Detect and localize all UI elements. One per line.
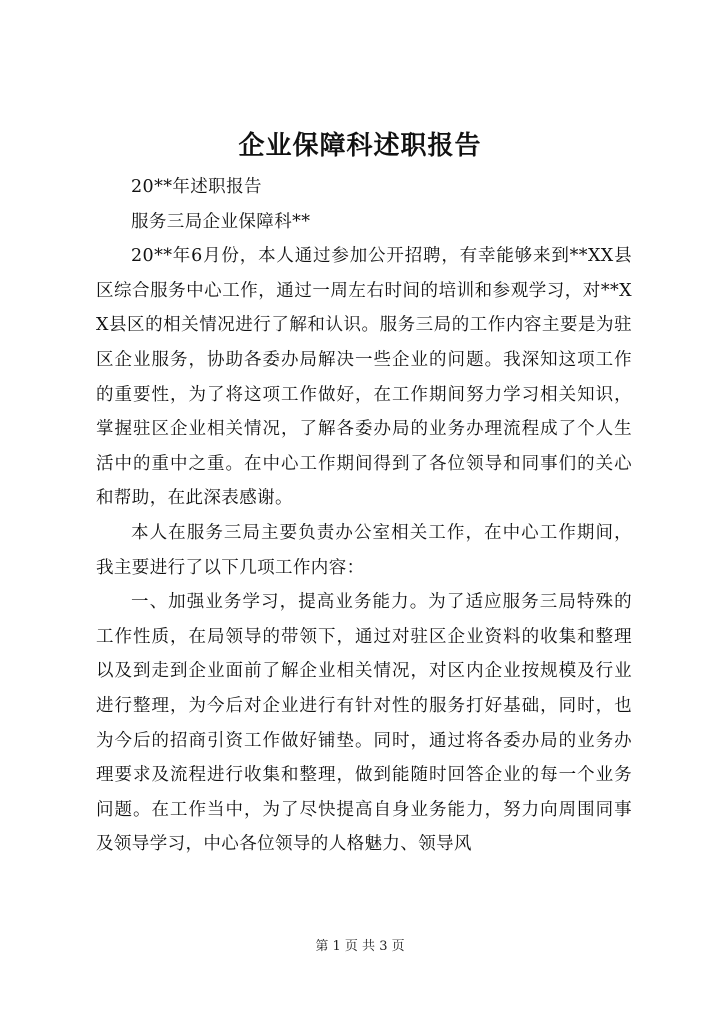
intro-paragraph: 20**年6月份，本人通过参加公开招聘，有幸能够来到**XX县区综合服务中心工作，通过一周左右时间的培训和参观学习，对**XX县区的相关情况进行了解和认识。服务三局的工作内容主要是为驻区企业服务，协助各委办局解决一些企业的问题。我深知这项工作的重要性，为了将这项工作做好，在工作期间努力学习相关知识，掌握驻区企业相关情况，了解各委办局的业务办理流程成了个人生活中的重中之重。在中心工作期间得到了各位领导和同事们的关心和帮助，在此深表感谢。 xyxy=(96,246,632,509)
page-number-footer: 第 1 页 共 3 页 xyxy=(315,939,405,954)
report-year-line: 20**年述职报告 xyxy=(131,177,262,197)
document-title: 企业保障科述职报告 xyxy=(238,131,482,161)
section-one-paragraph: 一、加强业务学习，提高业务能力。为了适应服务三局特殊的工作性质，在局领导的带领下，通过对驻区企业资料的收集和整理以及到走到企业面前了解企业相关情况，对区内企业按规模及行业进行整理，为今后对企业进行有针对性的服务打好基础，同时，也为今后的招商引资工作做好铺垫。同时，通过将各委办局的业务办理要求及流程进行收集和整理，做到能随时回答企业的每一个业务问题。在工作当中，为了尽快提高自身业务能力，努力向周围同事及领导学习，中心各位领导的人格魅力、领导风 xyxy=(96,592,632,855)
author-line: 服务三局企业保障科** xyxy=(131,211,311,232)
duties-paragraph: 本人在服务三局主要负责办公室相关工作，在中心工作期间，我主要进行了以下几项工作内容： xyxy=(96,522,632,578)
document-body xyxy=(96,170,632,862)
